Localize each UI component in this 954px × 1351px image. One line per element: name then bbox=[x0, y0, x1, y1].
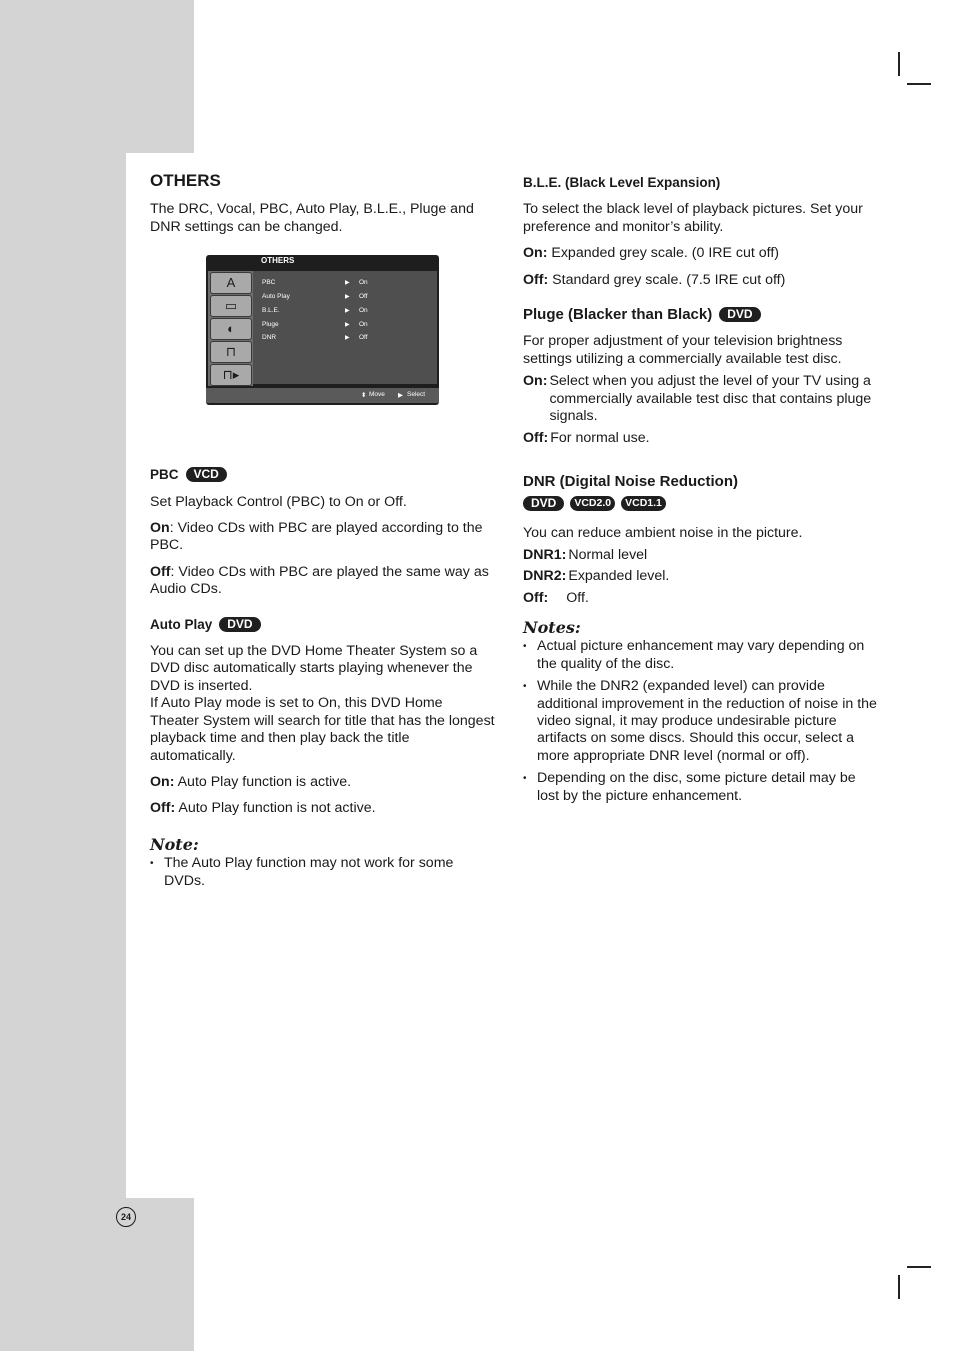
pbc-heading bbox=[150, 466, 495, 483]
note-item: • The Auto Play function may not work for some DVDs. bbox=[150, 855, 495, 890]
autoplay-on-text: Auto Play function is active. bbox=[174, 773, 352, 790]
note-item: • Actual picture enhancement may vary depending on the quality of the disc. bbox=[523, 638, 878, 673]
notes-list bbox=[523, 638, 878, 805]
arrow-right-icon: ▶ bbox=[345, 308, 350, 314]
arrow-right-icon: ▶ bbox=[345, 335, 350, 341]
arrow-right-icon: ▶ bbox=[398, 392, 403, 399]
pluge-off bbox=[523, 430, 878, 447]
dnr1-def bbox=[523, 547, 878, 564]
osd-select-label: Select bbox=[407, 391, 426, 398]
pluge-on-text: Select when you adjust the level of your TV using a commercially available test disc that contains pluge signals. bbox=[549, 373, 872, 425]
osd-row-value: On bbox=[359, 307, 368, 314]
osd-row-value: On bbox=[359, 279, 368, 286]
pbc-desc: Set Playback Control (PBC) to On or Off. bbox=[150, 493, 407, 510]
pbc-off-term: Off bbox=[150, 563, 171, 580]
arrow-right-icon: ▶ bbox=[345, 322, 350, 328]
osd-row-label: Pluge bbox=[262, 321, 279, 328]
osd-row-value: On bbox=[359, 321, 368, 328]
note-item: • While the DNR2 (expanded level) can provide additional improvement in the reduction of noise in the video signal, it may produce undesirable picture artifacts on some discs. Should this occur, select a more appropriate DNR level (normal or off). bbox=[523, 678, 878, 765]
ble-desc: To select the black level of playback pictures. Set your preference and monitor’s ability. bbox=[523, 201, 863, 235]
dnr-off-def bbox=[523, 590, 878, 607]
ble-off-term: Off: bbox=[523, 271, 549, 288]
osd-move-label: Move bbox=[369, 391, 385, 398]
pbc-on-text: : Video CDs with PBC are played according to the PBC. bbox=[150, 520, 483, 554]
section-title: OTHERS bbox=[150, 171, 221, 190]
osd-row-label: PBC bbox=[262, 279, 276, 286]
dnr1-text: Normal level bbox=[568, 546, 648, 563]
osd-row-label: DNR bbox=[262, 334, 277, 341]
dvd-badge: DVD bbox=[219, 617, 260, 632]
dnr1-term: DNR1: bbox=[523, 546, 567, 563]
vcd-badge: VCD bbox=[186, 467, 227, 482]
dnr-off-term: Off: bbox=[523, 589, 549, 606]
dnr-off-text: Off. bbox=[566, 589, 589, 606]
ble-on bbox=[523, 245, 878, 262]
margin-band-top bbox=[0, 0, 194, 153]
margin-band-side bbox=[0, 153, 126, 1198]
osd-panel bbox=[253, 271, 437, 384]
osd-footer bbox=[206, 388, 439, 403]
margin-band-bottom bbox=[0, 1198, 194, 1351]
autoplay-off-text: Auto Play function is not active. bbox=[175, 800, 376, 817]
pbc-heading-label: PBC bbox=[150, 467, 179, 483]
autoplay-off bbox=[150, 800, 495, 817]
note-title: Note: bbox=[150, 834, 199, 854]
crop-mark bbox=[907, 1266, 931, 1268]
pbc-off bbox=[150, 564, 495, 599]
pbc-off-text: : Video CDs with PBC are played the same way as Audio CDs. bbox=[150, 563, 489, 598]
dnr2-text: Expanded level. bbox=[568, 568, 670, 585]
dnr-heading-label: DNR (Digital Noise Reduction) bbox=[523, 472, 739, 490]
autoplay-desc-2: If Auto Play mode is set to On, this DVD Home Theater System will search for title that has the longest playback time and then play back the title automatically. bbox=[150, 695, 495, 764]
dnr2-term: DNR2: bbox=[523, 568, 567, 585]
osd-icon-column bbox=[208, 271, 253, 386]
vcd20-badge: VCD2.0 bbox=[570, 496, 615, 511]
dvd-badge: DVD bbox=[719, 307, 760, 322]
autoplay-on-term: On: bbox=[150, 773, 175, 790]
autoplay-off-term: Off: bbox=[150, 800, 176, 817]
pbc-on-term: On bbox=[150, 520, 170, 537]
pluge-off-term: Off: bbox=[523, 430, 549, 447]
pluge-on-term: On: bbox=[523, 373, 548, 390]
vcd11-badge: VCD1.1 bbox=[621, 496, 666, 511]
dnr-desc: You can reduce ambient noise in the picture. bbox=[523, 525, 803, 542]
crop-mark bbox=[907, 83, 931, 85]
osd-title: OTHERS bbox=[261, 256, 295, 265]
autoplay-on bbox=[150, 774, 495, 791]
audio-icon: ◐ bbox=[210, 318, 252, 340]
crop-mark bbox=[898, 1275, 900, 1299]
ble-heading-a: B.L.E. ( bbox=[523, 175, 570, 190]
others-icon: ⊓▸ bbox=[210, 364, 252, 386]
autoplay-heading-label: Auto Play bbox=[150, 616, 213, 632]
ble-on-term: On: bbox=[523, 245, 548, 262]
arrow-right-icon: ▶ bbox=[345, 294, 350, 300]
ble-off bbox=[523, 272, 878, 289]
language-icon: A bbox=[210, 272, 252, 294]
pluge-on bbox=[523, 373, 878, 425]
intro-text: The DRC, Vocal, PBC, Auto Play, B.L.E., Pluge and DNR settings can be changed. bbox=[150, 201, 474, 235]
osd-row-label: Auto Play bbox=[262, 293, 290, 300]
right-column bbox=[523, 172, 878, 810]
ble-off-text: Standard grey scale. (7.5 IRE cut off) bbox=[548, 271, 786, 288]
osd-row-value: Off bbox=[359, 293, 368, 300]
page-number: 24 bbox=[116, 1207, 136, 1227]
ble-on-text: Expanded grey scale. (0 IRE cut off) bbox=[547, 245, 780, 262]
pluge-desc: For proper adjustment of your television brightness settings utilizing a commercially available test disc. bbox=[523, 333, 843, 367]
osd-row-label: B.L.E. bbox=[262, 307, 280, 314]
ble-heading-b: Black Level Expansion) bbox=[569, 175, 721, 190]
dvd-badge: DVD bbox=[523, 496, 564, 511]
pluge-off-text: For normal use. bbox=[550, 430, 650, 447]
note-item: • Depending on the disc, some picture detail may be lost by the picture enhancement. bbox=[523, 770, 878, 805]
lock-icon: ⊓ bbox=[210, 341, 252, 363]
autoplay-desc-1: You can set up the DVD Home Theater System so a DVD disc automatically starts playing whenever the DVD is inserted. bbox=[150, 643, 478, 694]
note-list bbox=[150, 855, 495, 890]
crop-mark bbox=[898, 52, 900, 76]
dnr-badges bbox=[523, 496, 878, 511]
autoplay-heading bbox=[150, 616, 495, 633]
osd-row-value: Off bbox=[359, 334, 368, 341]
display-icon: ▭ bbox=[210, 295, 252, 317]
osd-others-menu bbox=[206, 255, 439, 405]
pluge-heading-label: Pluge (Blacker than Black) bbox=[523, 306, 713, 324]
arrow-right-icon: ▶ bbox=[345, 280, 350, 286]
dnr2-def bbox=[523, 568, 878, 585]
pluge-heading bbox=[523, 306, 878, 323]
pbc-on bbox=[150, 520, 495, 555]
ble-heading bbox=[523, 174, 878, 191]
dnr-heading bbox=[523, 473, 878, 490]
updown-icon: ⬍ bbox=[361, 392, 367, 399]
notes-title: Notes: bbox=[523, 617, 581, 637]
